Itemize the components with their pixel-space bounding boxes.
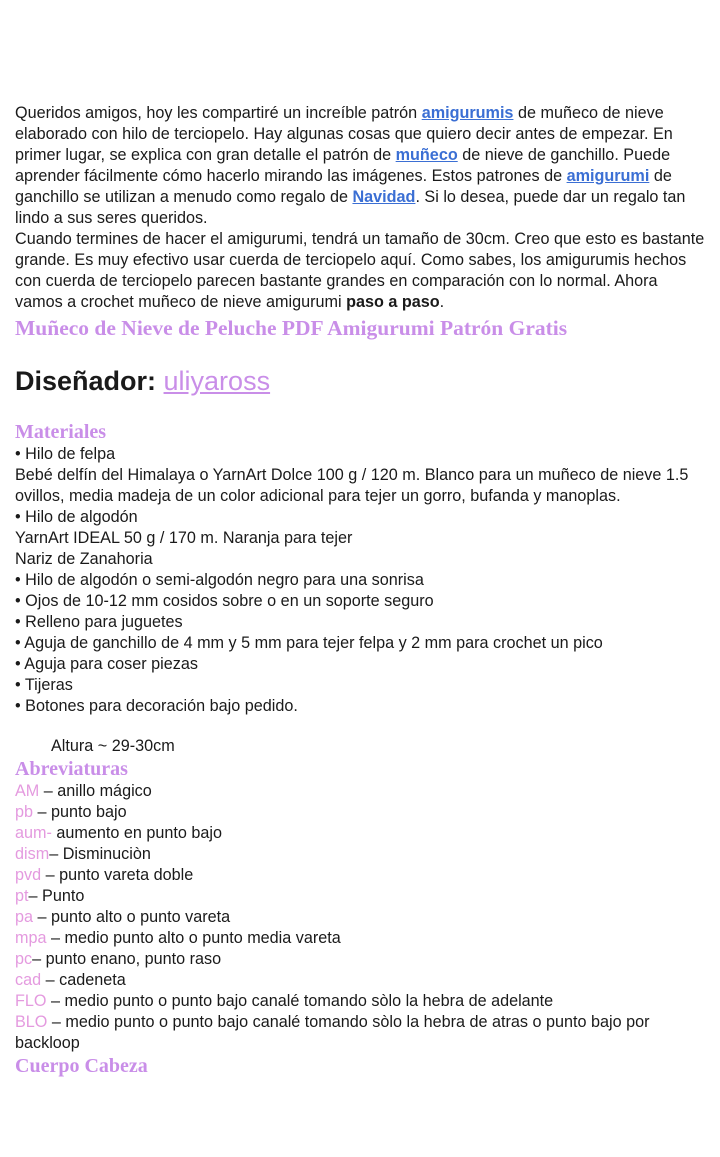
pattern-title: Muñeco de Nieve de Peluche PDF Amigurumi Patrón Gratis: [15, 316, 568, 340]
abbreviation-key: AM: [15, 782, 40, 800]
abbreviation-value: Disminuciòn: [62, 845, 151, 863]
materials-item: • Hilo de algodón: [15, 508, 138, 526]
abbreviation-key: cad: [15, 971, 42, 989]
abbreviation-value: Punto: [42, 887, 85, 905]
abbreviation-key: dism: [15, 845, 50, 863]
abbreviation-item: [15, 844, 705, 865]
intro-paragraph-2: [15, 229, 705, 313]
materials-item: • Ojos de 10-12 mm cosidos sobre o en un soporte seguro: [15, 592, 434, 610]
abbreviation-sep: –: [39, 782, 58, 800]
abbreviation-item: [15, 802, 705, 823]
abbreviation-sep: –: [28, 887, 43, 905]
materials-item: • Tijeras: [15, 676, 73, 694]
abbreviation-sep: –: [46, 992, 65, 1010]
materials-item: • Aguja de ganchillo de 4 mm y 5 mm para tejer felpa y 2 mm para crochet un pico: [15, 634, 603, 652]
designer-label: Diseñador:: [15, 366, 164, 396]
materials-list: [15, 444, 705, 757]
abbreviation-sep: –: [32, 950, 46, 968]
abbreviation-item: [15, 907, 705, 928]
abbreviation-value: anillo mágico: [57, 782, 152, 800]
intro-paragraph-1: [15, 103, 705, 229]
abbreviation-value: punto enano, punto raso: [45, 950, 222, 968]
intro-text: [15, 103, 705, 313]
materials-item: Bebé delfín del Himalaya o YarnArt Dolce 100 g / 120 m. Blanco para un muñeco de nieve 1.5 ovillos, media madeja de un color adicional para tejer un gorro, bufanda y manoplas.: [15, 466, 689, 505]
intro-text-span: de ganchillo se utilizan a menudo como regalo de: [15, 167, 672, 206]
materials-item: • Botones para decoración bajo pedido.: [15, 697, 298, 715]
abbreviation-item: [15, 991, 705, 1012]
abbreviation-item: [15, 970, 705, 991]
abbreviation-value: aumento en punto bajo: [56, 824, 222, 842]
abbreviation-key: pb: [15, 803, 34, 821]
height-note: Altura ~ 29-30cm: [51, 737, 175, 755]
link-amigurumi[interactable]: amigurumi: [566, 167, 650, 185]
materials-item: • Aguja para coser piezas: [15, 655, 198, 673]
materials-item: • Hilo de felpa: [15, 445, 116, 463]
abbreviation-sep: –: [46, 929, 65, 947]
materials-item: • Hilo de algodón o semi-algodón negro para una sonrisa: [15, 571, 424, 589]
article: [15, 103, 705, 1078]
abbreviation-value: medio punto o punto bajo canalé tomando sòlo la hebra de adelante: [64, 992, 554, 1010]
abbreviation-sep: –: [41, 866, 60, 884]
abbreviation-sep: –: [47, 1013, 66, 1031]
abbreviation-item: [15, 865, 705, 886]
intro-text-span: Queridos amigos, hoy les compartiré un increíble patrón: [15, 104, 422, 122]
materials-item: Nariz de Zanahoria: [15, 550, 153, 568]
abbreviation-value: punto alto o punto vareta: [51, 908, 231, 926]
abbreviation-key: pa: [15, 908, 34, 926]
link-muneco[interactable]: muñeco: [395, 146, 458, 164]
abbreviation-sep: –: [33, 803, 52, 821]
abbreviation-value: punto vareta doble: [59, 866, 194, 884]
abbreviation-key: mpa: [15, 929, 47, 947]
abbreviation-value: cadeneta: [59, 971, 126, 989]
materials-item: • Relleno para juguetes: [15, 613, 183, 631]
intro-text-span: .: [439, 293, 445, 311]
abbreviations-list: [15, 781, 705, 1054]
link-amigurumis[interactable]: amigurumis: [421, 104, 514, 122]
intro-text-span: . Si lo desea, puede dar un regalo tan lindo a sus seres queridos.: [15, 188, 686, 227]
abbreviation-value: punto bajo: [51, 803, 127, 821]
designer-line: [15, 364, 705, 398]
abbreviation-item: [15, 928, 705, 949]
abbreviation-key: aum-: [15, 824, 52, 842]
abbreviation-item: [15, 949, 705, 970]
abbreviation-key: pvd: [15, 866, 42, 884]
abbreviation-key: pc: [15, 950, 33, 968]
abbreviation-key: pt: [15, 887, 29, 905]
link-navidad[interactable]: Navidad: [352, 188, 416, 206]
abbreviation-sep: –: [49, 845, 63, 863]
abbreviation-sep: –: [33, 908, 52, 926]
materials-heading: Materiales: [15, 421, 107, 443]
next-section-heading: Cuerpo Cabeza: [15, 1055, 148, 1077]
designer-link[interactable]: uliyaross: [163, 366, 271, 396]
intro-text-span: Cuando termines de hacer el amigurumi, tendrá un tamaño de 30cm. Creo que esto es bastante grande. Es muy efectivo usar cuerda de terciopelo aquí. Como sabes, los amigurumis hechos con cuerda de terciopelo parecen bastante grandes en comparación con lo normal. Ahora vamos a crochet muñeco de nieve amigurumi: [15, 230, 705, 311]
abbreviation-item: [15, 781, 705, 802]
abbreviation-value: medio punto o punto bajo canalé tomando sòlo la hebra de atras o punto bajo por backloop: [15, 1013, 650, 1052]
abbreviation-key: FLO: [15, 992, 47, 1010]
abbreviation-sep: –: [41, 971, 60, 989]
abbreviations-heading: Abreviaturas: [15, 758, 128, 780]
abbreviation-item: [15, 1012, 705, 1054]
abbreviation-value: medio punto alto o punto media vareta: [64, 929, 341, 947]
bold-text: paso a paso: [346, 293, 440, 311]
abbreviation-key: BLO: [15, 1013, 48, 1031]
abbreviation-item: [15, 823, 705, 844]
materials-item: YarnArt IDEAL 50 g / 170 m. Naranja para tejer: [15, 529, 353, 547]
intro-text-span: de muñeco de nieve elaborado con hilo de terciopelo. Hay algunas cosas que quiero decir antes de empezar. En primer lugar, se explica con gran detalle el patrón de: [15, 104, 673, 164]
abbreviation-item: [15, 886, 705, 907]
intro-text-span: de nieve de ganchillo. Puede aprender fácilmente cómo hacerlo mirando las imágenes. Estos patrones de: [15, 146, 671, 185]
